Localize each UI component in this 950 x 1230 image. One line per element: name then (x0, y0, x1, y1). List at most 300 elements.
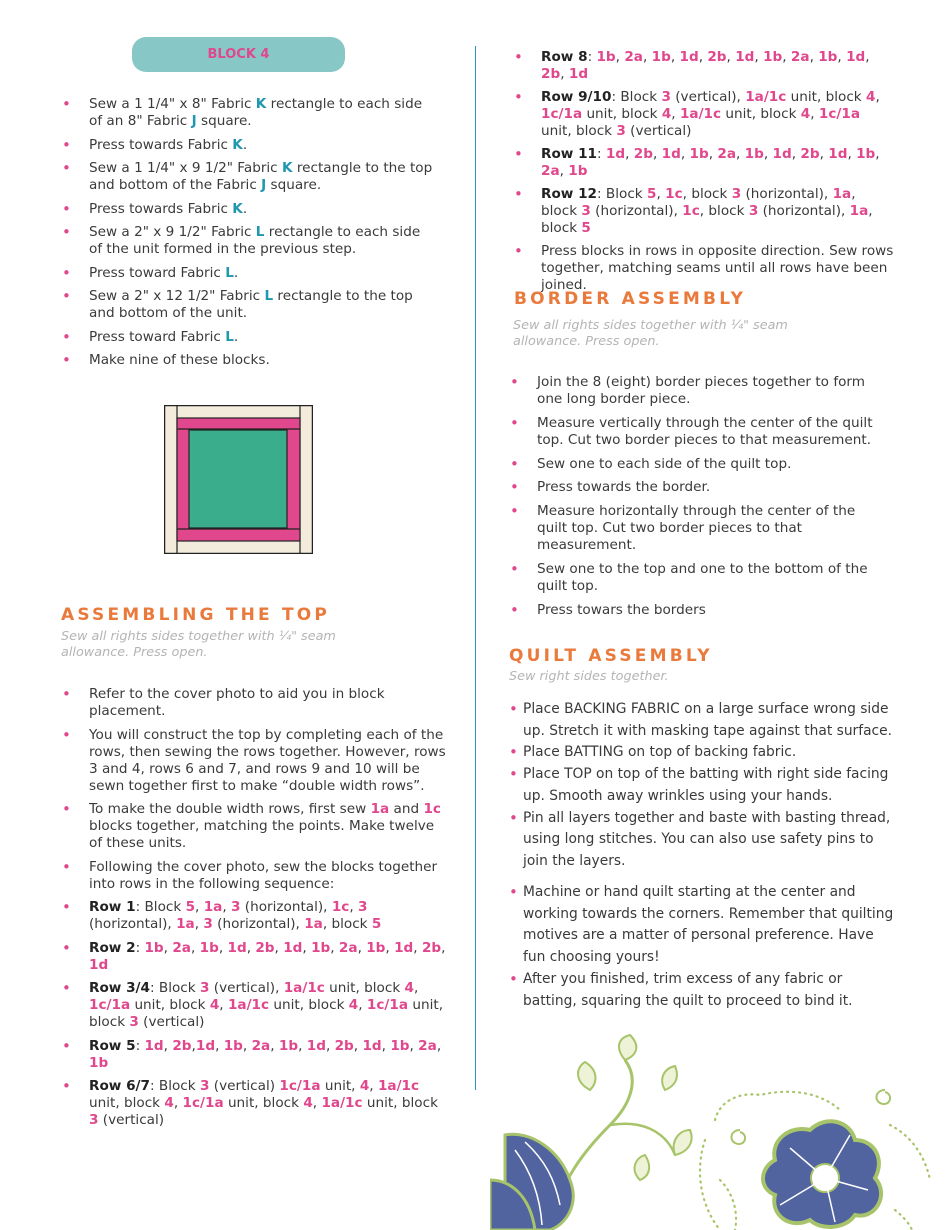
block-code: 1b (689, 146, 709, 162)
step-text: (horizontal), (240, 899, 332, 915)
leaf-icon (662, 1066, 677, 1090)
step-text: , (763, 146, 773, 162)
block-code: 5 (185, 899, 196, 915)
block-code: 1c/1a (541, 106, 583, 122)
fabric-code: L (264, 288, 274, 304)
step-text: , (302, 939, 312, 956)
step-text: , (349, 899, 359, 915)
fabric-code: K (232, 200, 243, 217)
list-item (62, 940, 448, 974)
step-text: , (698, 49, 708, 65)
step-text: unit, block (89, 1095, 165, 1111)
block-code: 2a (418, 1037, 437, 1054)
step-text: , (163, 939, 173, 956)
block-code: 4 (164, 1095, 174, 1111)
block-code: 2a (338, 939, 358, 956)
block-code: 1a (849, 203, 869, 219)
step-text: unit, (320, 1078, 360, 1094)
list-item (62, 352, 434, 369)
block-code: 3 (230, 899, 241, 915)
block-code: 2b (334, 1037, 354, 1054)
block-code: 1d (227, 939, 247, 956)
block-code: 1a/1c (377, 1078, 420, 1094)
step-text: , (671, 106, 680, 122)
block-code: 3 (199, 1078, 210, 1094)
step-text: rectangle to each side of the unit formed in the previous step. (89, 224, 421, 257)
step-text: unit, block (541, 123, 617, 139)
block-code: 1b (390, 1037, 410, 1054)
block-code: 3 (581, 203, 591, 219)
step-text: unit, block (130, 997, 210, 1013)
list-item: • Place BATTING on top of backing fabric. (509, 742, 894, 764)
block-4-diagram (164, 405, 313, 554)
list-item (62, 265, 434, 282)
step-text: , (215, 1037, 224, 1054)
step-text: rectangle to the top and bottom of the unit. (89, 288, 413, 321)
list-item (62, 329, 434, 346)
fabric-code: K (255, 96, 267, 112)
fabric-code: L (225, 264, 234, 281)
step-text: : Block (611, 89, 662, 105)
step-text: : Block (149, 980, 200, 996)
step-text: , (274, 939, 284, 956)
step-text: , (875, 146, 880, 162)
step-text: , (194, 916, 204, 932)
block-code: 2a (717, 146, 736, 162)
row-label: Row 11 (541, 146, 598, 162)
list-item (514, 49, 894, 83)
row-label: Row 5 (89, 1037, 136, 1054)
step-text: , (413, 939, 422, 956)
block-code: 3 (731, 186, 742, 202)
step-text: , (312, 1095, 322, 1111)
list-item (62, 727, 448, 795)
block-code: 2a (541, 163, 560, 179)
list-item (510, 456, 888, 473)
block-code: 1b (311, 939, 331, 956)
block-code: 2b (800, 146, 820, 162)
step-text: , (195, 899, 204, 915)
row-label: Row 6/7 (89, 1078, 150, 1094)
step-text: (vertical) (98, 1112, 165, 1128)
step-text: , (270, 1037, 279, 1054)
step-text: . (242, 136, 248, 153)
fabric-code: K (281, 160, 293, 176)
step-text: unit, block (269, 997, 349, 1013)
step-text: , (810, 106, 819, 122)
step-text: , (246, 939, 256, 956)
step-text: (vertical), (670, 89, 746, 105)
step-text: Press towards Fabric (89, 136, 233, 153)
block-code: 1c (682, 203, 700, 219)
row-label: Row 9/10 (541, 89, 612, 105)
step-text: , (325, 1037, 335, 1054)
step-text: and (389, 801, 424, 817)
block-code: 1a (203, 899, 223, 915)
step-text: . (233, 264, 239, 281)
row-label: Row 3/4 (89, 980, 150, 996)
block-code: 1a (304, 916, 323, 932)
block-code: 1b (763, 49, 783, 65)
block-code: 1c/1a (279, 1078, 321, 1094)
block-code: 2b (707, 49, 727, 65)
step-text: : Block (149, 1078, 200, 1094)
block-code: 1d (195, 1037, 216, 1054)
block-code: 3 (616, 123, 626, 139)
step-text: , (560, 66, 569, 82)
step-text: , (357, 939, 367, 956)
block-code: 3 (129, 1014, 139, 1030)
fabric-code: J (261, 177, 267, 193)
assembling-top-steps (62, 686, 448, 1136)
block-code: 1a (176, 916, 195, 932)
step-text: (horizontal), (590, 203, 683, 219)
step-text: : (587, 49, 597, 65)
block-code: 4 (404, 980, 415, 996)
step-text: : Block (597, 186, 648, 202)
block-code: 3 (661, 89, 671, 105)
block-code: 1d (828, 146, 848, 162)
block-code: 4 (348, 997, 359, 1013)
block-code: 3 (358, 899, 368, 915)
step-text: , (163, 1037, 173, 1054)
block-code: 1c (331, 899, 350, 915)
step-text: , block (541, 186, 856, 219)
step-text: , block (699, 203, 749, 219)
step-text: , block (682, 186, 732, 202)
assembling-top-subtitle: Sew all rights sides together with ¼" seam allowance. Press open. (61, 629, 336, 660)
step-text: unit, block (89, 997, 444, 1030)
block-code: 1a/1c (227, 997, 270, 1013)
step-text: , (754, 49, 764, 65)
step-text: , (298, 1037, 307, 1054)
step-text: rectangle to the top and bottom of the Fabric (89, 160, 433, 193)
block-code: 1a/1c (321, 1095, 363, 1111)
step-text: , (656, 186, 666, 202)
step-text: , block (322, 916, 372, 932)
step-text: , (819, 146, 829, 162)
block-code: 2a (790, 49, 810, 65)
block-code: 1b (278, 1037, 299, 1054)
quilt-assembly-finish-steps (509, 882, 894, 1012)
step-text: Sew one to each side of the quilt top. (537, 455, 792, 472)
block-code: 4 (359, 1078, 370, 1094)
border-assembly-subtitle: Sew all rights sides together with ¼" seam allowance. Press open. (513, 318, 788, 349)
block-code: 2a (172, 939, 191, 956)
fabric-code: K (232, 136, 243, 153)
step-text: square. (266, 177, 322, 193)
block-code: 1c (665, 186, 683, 202)
fabric-j-center (189, 430, 287, 528)
leaf-icon (578, 1062, 595, 1090)
step-text: Sew a 1 1/4" x 9 1/2" Fabric (89, 160, 282, 176)
list-item: • Place BACKING FABRIC on a large surface wrong side up. Stretch it with masking tape against that surface. (509, 699, 894, 742)
step-text: , (330, 939, 339, 956)
block-code: 1b (144, 939, 164, 956)
step-text: Sew a 1 1/4" x 8" Fabric (89, 96, 256, 112)
step-text: , (436, 1037, 442, 1054)
list-item (510, 374, 888, 408)
quilt-assembly-subtitle: Sew right sides together. (509, 669, 669, 684)
step-text: Refer to the cover photo to aid you in block placement. (89, 686, 385, 719)
step-text: . (242, 200, 248, 217)
border-assembly-heading: BORDER ASSEMBLY (514, 289, 747, 309)
fabric-code: J (191, 113, 197, 129)
step-text: , (652, 146, 662, 162)
step-text: (horizontal), (758, 203, 850, 219)
block-code: 1d (846, 49, 866, 65)
block-code: 1a (370, 801, 390, 817)
step-text: (horizontal), (741, 186, 833, 202)
step-text: Sew a 2" x 9 1/2" Fabric (89, 224, 256, 240)
step-text: square. (196, 113, 252, 129)
step-text: To make the double width rows, first sew (89, 801, 371, 817)
block-code: 1d (394, 939, 414, 956)
block-code: 2b (172, 1037, 192, 1054)
row-label: Row 2 (89, 939, 136, 956)
step-text: , (726, 49, 736, 65)
step-text: , (242, 1037, 252, 1054)
leaf-icon (635, 1155, 650, 1180)
list-item (62, 96, 434, 130)
step-text: , (625, 146, 634, 162)
block-code: 1b (818, 49, 838, 65)
step-text: Press toward Fabric (89, 264, 226, 281)
block-code: 4 (661, 106, 672, 122)
list-item (514, 146, 894, 180)
floral-decoration (490, 1030, 950, 1230)
step-text: blocks together, matching the points. Make twelve of these units. (89, 818, 435, 851)
leaf-icon (674, 1130, 692, 1155)
list-item: • After you finished, trim excess of any fabric or batting, squaring the quilt to proceed to bind it. (509, 969, 894, 1012)
list-item (62, 224, 434, 258)
step-text: , (782, 49, 791, 65)
block-code: 1d (735, 49, 755, 65)
step-text: Press towards Fabric (89, 200, 233, 217)
list-item: • Place TOP on top of the batting with right side facing up. Smooth away wrinkles using your hands. (509, 764, 894, 807)
step-text: , (369, 1078, 378, 1094)
block-code: 3 (199, 980, 210, 996)
block-code: 2b (541, 66, 561, 82)
block-code: 2b (633, 146, 653, 162)
list-item (510, 415, 888, 449)
step-text: , (559, 163, 569, 179)
step-text: , (615, 49, 625, 65)
step-text: , (441, 939, 446, 956)
step-text: : (597, 146, 606, 162)
block-code: 1d (362, 1037, 382, 1054)
block-4-steps (62, 96, 434, 376)
step-text: , (875, 89, 880, 105)
list-item (514, 243, 894, 294)
step-text: , (219, 997, 228, 1013)
list-item (510, 561, 888, 595)
block-code: 1c/1a (89, 997, 131, 1013)
quilt-assembly-heading: QUILT ASSEMBLY (509, 646, 713, 666)
list-item: • Machine or hand quilt starting at the center and working towards the corners. Remember that quilting motives are a matter of personal preference. Have fun choosing yours! (509, 882, 894, 969)
step-text: You will construct the top by completing each of the rows, then sewing the rows together. However, rows 3 and 4, rows 6 and 7, and rows 9 and 10 will be sewn together first to make “double width rows”. (89, 726, 446, 794)
step-text: Make nine of these blocks. (89, 352, 270, 368)
step-text: unit, block (786, 89, 867, 105)
list-item (62, 899, 448, 933)
step-text: , (865, 49, 870, 65)
step-text: Measure vertically through the center of the quilt top. Cut two border pieces to that measurement. (537, 414, 873, 448)
block-code: 1a/1c (283, 980, 325, 996)
block-code: 1d (661, 146, 681, 162)
row-label: Row 1 (89, 899, 136, 915)
list-item: • Pin all layers together and baste with basting thread, using long stitches. You can also use safety pins to join the layers. (509, 808, 894, 873)
step-text: , (791, 146, 801, 162)
step-text: (vertical) (625, 123, 692, 139)
border-assembly-steps (510, 374, 888, 626)
block-code: 1b (596, 49, 616, 65)
block-code: 1d (605, 146, 626, 162)
step-text: , block (541, 203, 873, 236)
step-text: unit, block (324, 980, 405, 996)
step-text: , (385, 939, 395, 956)
block-code: 1a/1c (679, 106, 722, 122)
step-text: Measure horizontally through the center of the quilt top. Cut two border pieces to that measurement. (537, 503, 856, 554)
row-label: Row 8 (541, 49, 588, 65)
block-code: 2a (624, 49, 643, 65)
step-text: (horizontal), (89, 916, 177, 932)
block-code: 1c/1a (366, 997, 409, 1013)
leaf-icon (619, 1035, 636, 1060)
step-text: , (837, 49, 847, 65)
list-item (62, 686, 448, 720)
step-text: : (135, 939, 145, 956)
list-item (62, 1078, 448, 1129)
list-item (62, 201, 434, 218)
block-code: 1d (679, 49, 699, 65)
block-code: 2a (251, 1037, 271, 1054)
step-text: unit, block (721, 106, 801, 122)
step-text: Press towards the border. (537, 479, 711, 496)
block-code: 1b (89, 1054, 109, 1071)
block-code: 4 (800, 106, 811, 122)
block-code: 1d (89, 956, 109, 973)
block-code: 1c (423, 801, 441, 817)
block-code: 1d (772, 146, 792, 162)
vine-stem (610, 1124, 675, 1155)
block-code: 5 (647, 186, 657, 202)
block-code: 1d (568, 66, 589, 82)
step-text: , (191, 1037, 196, 1054)
step-text: , (670, 49, 680, 65)
block-code: 5 (371, 916, 382, 932)
hibiscus-flower-icon (763, 1121, 881, 1227)
step-text: Press toward Fabric (89, 328, 226, 345)
step-text: . (233, 328, 239, 345)
block-code: 1b (856, 146, 876, 162)
block-code: 3 (748, 203, 759, 219)
step-text: (vertical) (138, 1014, 205, 1030)
step-text: , (218, 939, 228, 956)
assembling-top-heading: ASSEMBLING THE TOP (61, 605, 331, 625)
step-text: Press towars the borders (537, 601, 706, 618)
list-item (62, 859, 448, 893)
list-item (62, 288, 434, 322)
column-divider (475, 46, 476, 1090)
step-text: Following the cover photo, sew the blocks together into rows in the following sequence: (89, 858, 438, 892)
list-item (514, 89, 894, 140)
step-text: , (847, 146, 857, 162)
list-item (510, 602, 888, 619)
block-code: 1b (366, 939, 386, 956)
block-code: 5 (581, 220, 591, 236)
block-code: 1b (651, 49, 671, 65)
list-item (62, 801, 448, 852)
rows-continued-steps (514, 49, 894, 300)
block-code: 1c/1a (818, 106, 861, 122)
block-code: 1a (832, 186, 852, 202)
step-text: unit, block (223, 1095, 304, 1111)
step-text: , (736, 146, 745, 162)
step-text: Sew a 2" x 12 1/2" Fabric (89, 288, 265, 304)
block-code: 4 (866, 89, 876, 105)
step-text: Sew one to the top and one to the bottom of the quilt top. (537, 560, 868, 594)
block-code: 1d (283, 939, 303, 956)
step-text: , (680, 146, 690, 162)
list-item (62, 980, 448, 1031)
block-code: 1d (306, 1037, 326, 1054)
block-code: 2b (255, 939, 275, 956)
row-label: Row 12 (541, 186, 598, 202)
step-text: rectangle to each side of an 8" Fabric (89, 96, 423, 129)
list-item (514, 186, 894, 237)
block-code: 1d (144, 1037, 164, 1054)
list-item (510, 503, 888, 554)
fabric-code: L (225, 328, 234, 345)
step-text: , (190, 939, 200, 956)
step-text: , (642, 49, 652, 65)
block-code: 1b (744, 146, 764, 162)
step-text: unit, block (362, 1095, 438, 1111)
block-code: 1b (568, 163, 588, 179)
step-text: Press blocks in rows in opposite direction. Sew rows together, matching seams until all rows have been joined. (541, 243, 894, 293)
quilt-assembly-steps (509, 699, 894, 873)
block-code: 1a/1c (745, 89, 787, 105)
step-text: (vertical) (209, 1078, 280, 1094)
list-item (62, 137, 434, 154)
step-text: , (353, 1037, 363, 1054)
step-text: , (414, 980, 419, 996)
step-text: , (409, 1037, 419, 1054)
step-text: , (708, 146, 718, 162)
fabric-code: L (255, 224, 265, 240)
step-text: Join the 8 (eight) border pieces together to form one long border piece. (537, 374, 866, 407)
block-code: 4 (209, 997, 220, 1013)
block-4-label: BLOCK 4 (132, 37, 345, 72)
step-text: , (222, 899, 231, 915)
step-text: , (809, 49, 819, 65)
step-text: , (358, 997, 367, 1013)
step-text: , (173, 1095, 183, 1111)
list-item (62, 160, 434, 194)
block-code: 2b (421, 939, 442, 956)
list-item (62, 1038, 448, 1072)
step-text: , (381, 1037, 391, 1054)
step-text: (vertical), (209, 980, 284, 996)
step-text: (horizontal), (212, 916, 305, 932)
step-text: : Block (135, 899, 186, 915)
list-item (510, 479, 888, 496)
block-code: 1b (199, 939, 219, 956)
block-code: 3 (89, 1112, 99, 1128)
step-text: unit, block (582, 106, 662, 122)
step-text: : (135, 1037, 145, 1054)
block-code: 1c/1a (182, 1095, 224, 1111)
